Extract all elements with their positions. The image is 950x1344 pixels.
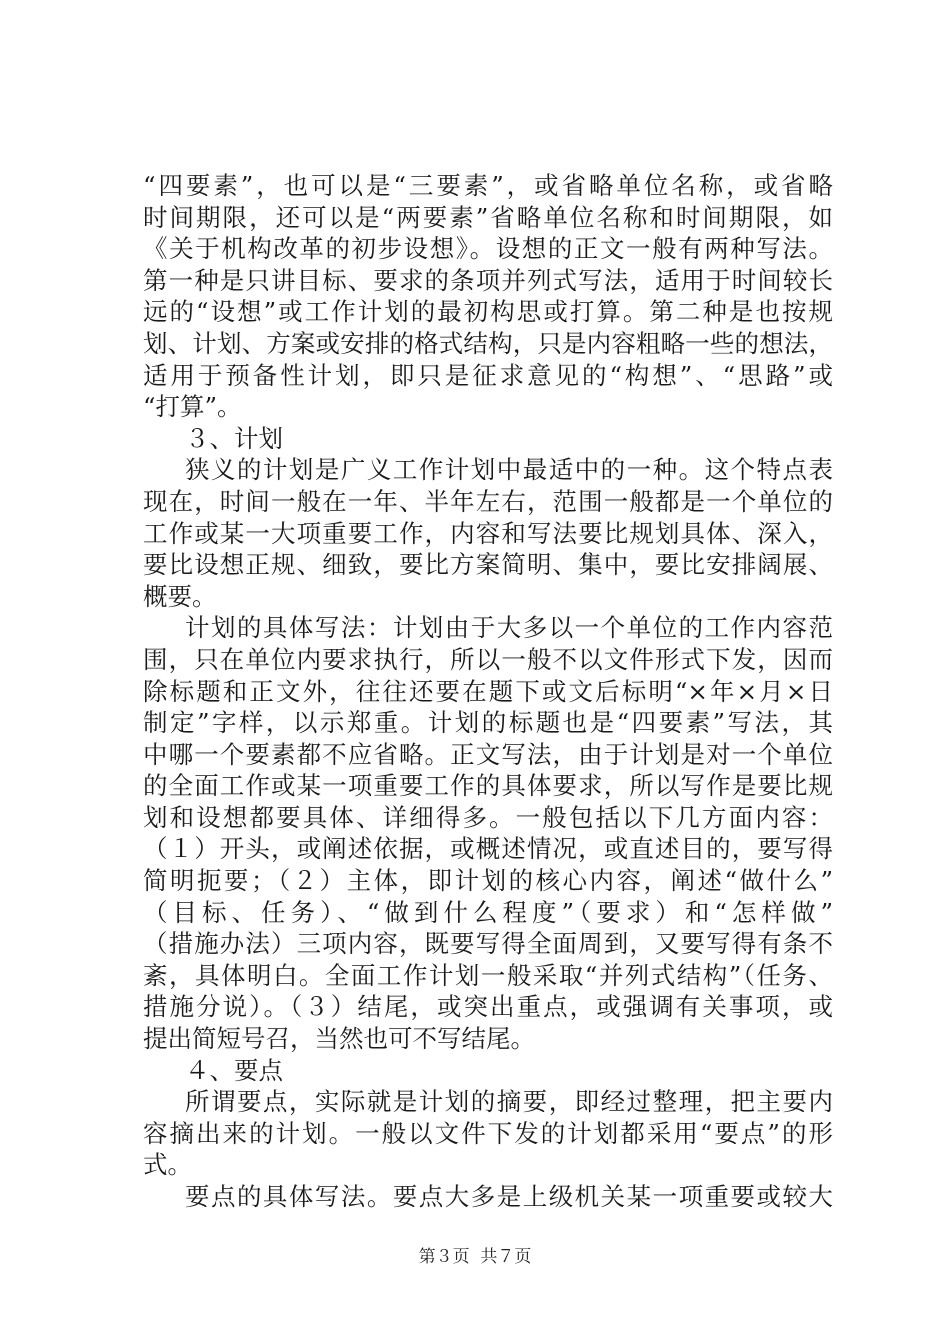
text-line: “四要素”，也可以是“三要素”，或省略单位名称，或省略 [143,171,833,200]
text-line: 计划的具体写法：计划由于大多以一个单位的工作内容范 [185,613,833,643]
text-line: ４、要点 [185,1055,283,1085]
text-line: 概要。 [143,581,217,611]
text-line: 要点的具体写法。要点大多是上级机关某一项重要或较大 [185,1182,833,1211]
text-line: 划、计划、方案或安排的格式结构，只是内容粗略一些的想法， [143,328,833,358]
text-line: 狭义的计划是广义工作计划中最适中的一种。这个特点表 [185,455,833,485]
text-line: 所谓要点，实际就是计划的摘要，即经过整理，把主要内 [185,1087,833,1117]
text-line: （措施办法）三项内容，既要写得全面周到，又要写得有条不 [143,929,833,959]
text-line: （目标、任务）、“做到什么程度”（要求）和“怎样做” [143,897,833,927]
text-line: （１）开头，或阐述依据，或概述情况，或直述目的，要写得 [143,834,833,864]
text-line: 《关于机构改革的初步设想》。设想的正文一般有两种写法。 [143,234,833,264]
text-line: 除标题和正文外，往往还要在题下或文后标明“×年×月×日 [143,676,833,706]
text-line: 简明扼要；（２）主体，即计划的核心内容，阐述“做什么” [143,866,833,896]
text-line: 紊，具体明白。全面工作计划一般采取“并列式结构”（任务、 [143,960,833,990]
page-number-label: 第３页 共７页 [418,1247,532,1267]
text-line: 提出简短号召，当然也可不写结尾。 [143,1024,535,1054]
text-line: 制定”字样，以示郑重。计划的标题也是“四要素”写法，其 [143,708,833,738]
text-line: 现在，时间一般在一年、半年左右，范围一般都是一个单位的 [143,486,833,516]
text-line: 的全面工作或某一项重要工作的具体要求，所以写作是要比规 [143,771,833,801]
text-line: ３、计划 [185,423,283,453]
text-line: 中哪一个要素都不应省略。正文写法，由于计划是对一个单位 [143,739,833,769]
text-line: 远的“设想”或工作计划的最初构思或打算。第二种是也按规 [143,297,833,327]
text-line: 容摘出来的计划。一般以文件下发的计划都采用“要点”的形 [143,1118,833,1148]
text-line: 时间期限，还可以是“两要素”省略单位名称和时间期限，如 [143,202,833,232]
text-line: 划和设想都要具体、详细得多。一般包括以下几方面内容： [143,802,833,832]
document-body [143,170,833,1213]
text-line: 式。 [143,1150,192,1180]
text-line: 第一种是只讲目标、要求的条项并列式写法，适用于时间较长 [143,265,833,295]
text-line: 适用于预备性计划，即只是征求意见的“构想”、“思路”或 [143,360,833,390]
text-line: 措施分说）。（３）结尾，或突出重点，或强调有关事项，或 [143,992,833,1022]
text-line: “打算”。 [143,392,242,422]
text-line: 围，只在单位内要求执行，所以一般不以文件形式下发，因而 [143,644,833,674]
text-line: 工作或某一大项重要工作，内容和写法要比规划具体、深入， [143,518,833,548]
page-footer [0,1242,950,1267]
text-line: 要比设想正规、细致，要比方案简明、集中，要比安排阔展、 [143,550,833,580]
